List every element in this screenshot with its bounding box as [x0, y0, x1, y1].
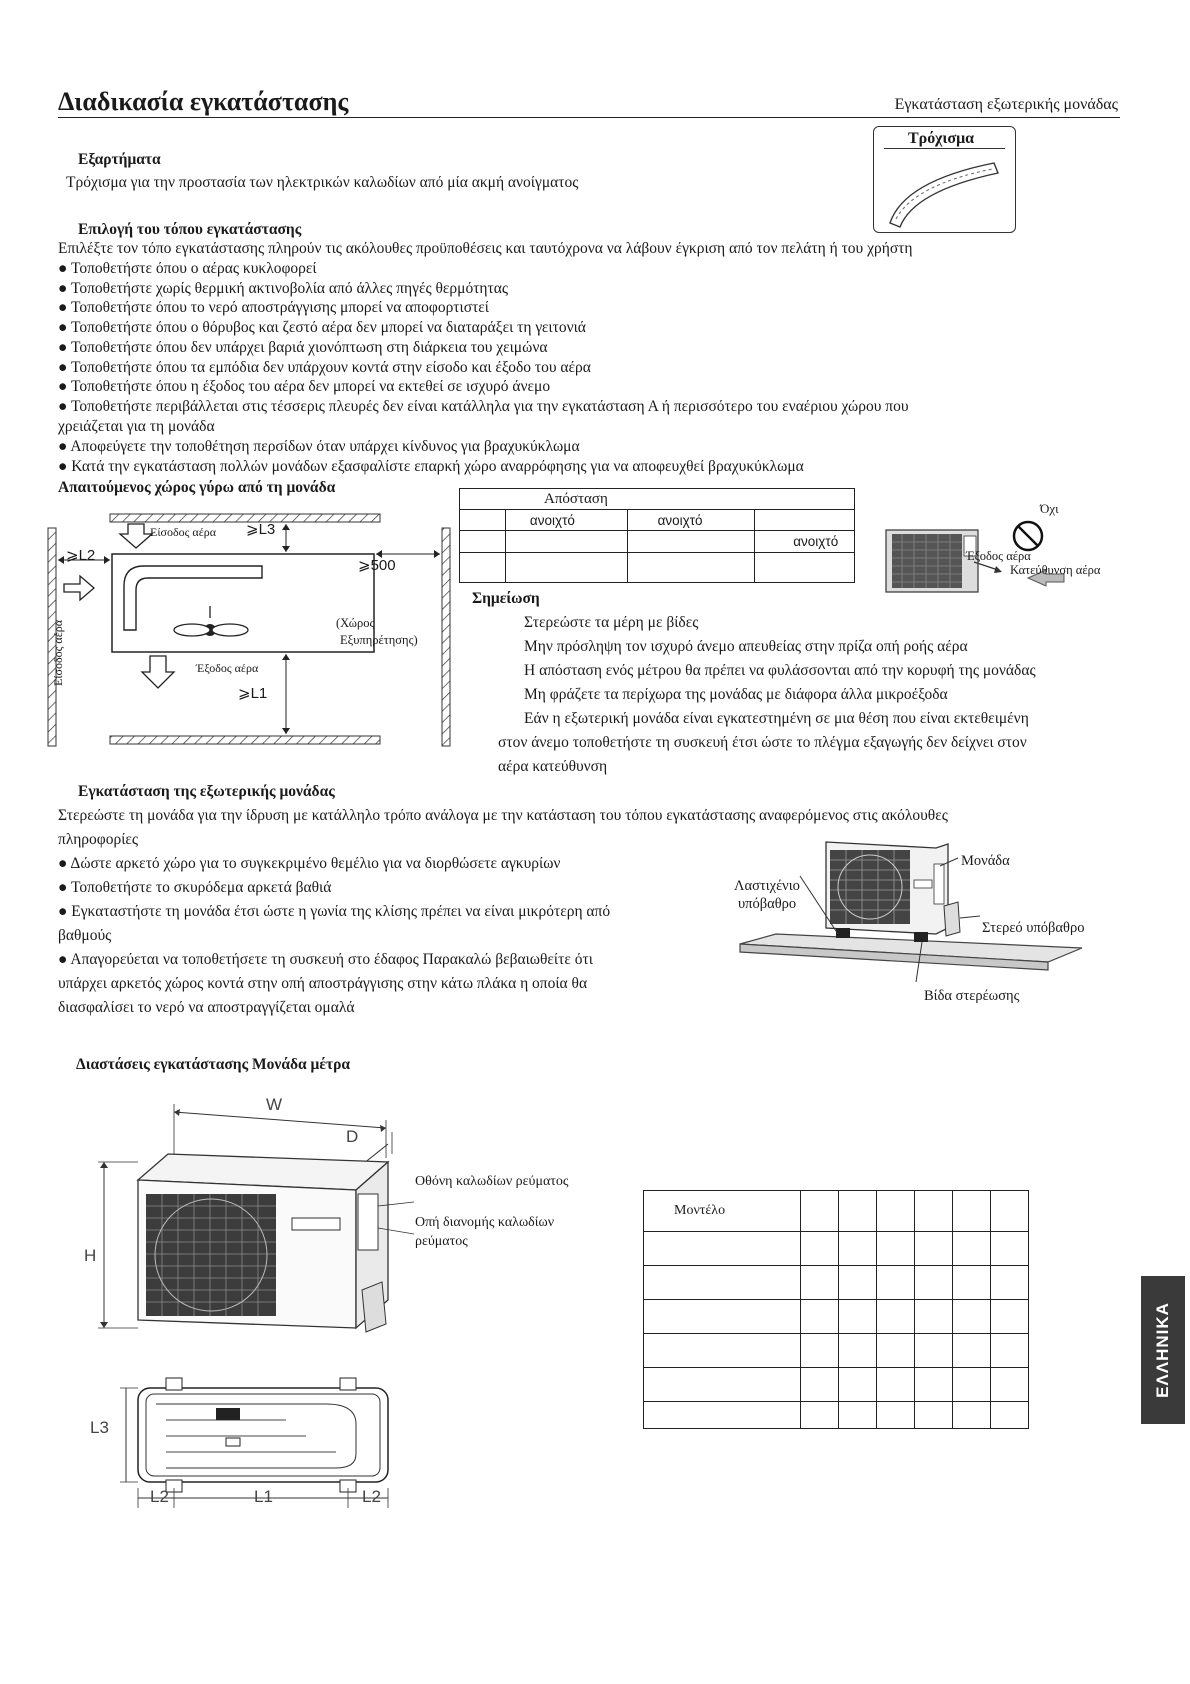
- site-bullet: ● Τοποθετήστε όπου τα εμπόδια δεν υπάρχουν κοντά στην είσοδο και έξοδο του αέρα: [58, 359, 591, 376]
- dim-d: D: [346, 1127, 359, 1146]
- table-cell: [838, 1266, 876, 1300]
- site-heading: Επιλογή του τόπου εγκατάστασης: [78, 221, 302, 238]
- site-bullet: ● Τοποθετήστε όπου ο αέρας κυκλοφορεί: [58, 260, 317, 277]
- note-line: Στερεώστε τα μέρη με βίδες: [524, 614, 699, 631]
- site-bullet: ● Τοποθετήστε όπου το νερό αποστράγγισης μπορεί να αποφορτιστεί: [58, 299, 489, 316]
- table-cell: [644, 1368, 801, 1402]
- clearance-air-inlet-top: Είσοδος αέρα: [150, 525, 217, 539]
- install-line: ● Απαγορεύεται να τοποθετήσετε τη συσκευή στο έδαφος Παρακαλώ βεβαιωθείτε ότι: [58, 951, 593, 968]
- table-cell: [838, 1232, 876, 1266]
- dimensions-heading: Διαστάσεις εγκατάστασης Μονάδα μέτρα: [76, 1056, 351, 1073]
- table-cell: [800, 1300, 838, 1334]
- table-cell: [952, 1300, 990, 1334]
- site-bullet: ● Τοποθετήστε χωρίς θερμική ακτινοβολία από άλλες πηγές θερμότητας: [58, 280, 509, 297]
- table-cell: [838, 1402, 876, 1429]
- site-bullet: ● Κατά την εγκατάσταση πολλών μονάδων εξασφαλίστε επαρκή χώρο αναρρόφησης για να αποφευχθεί βραχυκύκλωμα: [58, 458, 804, 475]
- site-bullet: χρειάζεται για τη μονάδα: [58, 418, 215, 435]
- table-cell: [755, 553, 855, 583]
- table-cell: [914, 1300, 952, 1334]
- site-intro: Επιλέξτε τον τόπο εγκατάστασης πληρούν τις ακόλουθες προϋποθέσεις και ταυτόχρονα να λάβουν έγκριση από τον πελάτη ή του χρήστη: [58, 240, 913, 257]
- clearance-table-header: Απόσταση: [460, 489, 855, 510]
- language-tab: [1141, 1276, 1185, 1424]
- table-cell: [627, 531, 755, 553]
- note-line: Μην πρόσληψη τον ισχυρό άνεμο απευθείας στην πρίζα οπή ροής αέρα: [524, 638, 968, 655]
- install-intro: πληροφορίες: [58, 831, 139, 848]
- table-cell: [914, 1334, 952, 1368]
- install-rubber-label: Λαστιχένιο: [734, 878, 800, 894]
- clearance-l1: ⩾L1: [238, 685, 268, 702]
- note-line: στον άνεμο τοποθετήστε τη συσκευή έτσι ώστε το πλέγμα εξαγωγής δεν δείχνει στον: [498, 734, 1027, 751]
- table-cell: [990, 1191, 1028, 1232]
- language-tab-label: ΕΛΛΗΝΙΚΑ: [1153, 1302, 1172, 1398]
- table-cell: [800, 1232, 838, 1266]
- grommet-label: Τρόχισμα: [908, 130, 975, 147]
- table-cell: [838, 1334, 876, 1368]
- dim-l3: L3: [90, 1418, 109, 1437]
- note-line: Η απόσταση ενός μέτρου θα πρέπει να φυλάσσονται από την κορυφή της μονάδας: [524, 662, 1036, 679]
- table-cell: [990, 1300, 1028, 1334]
- table-cell: [800, 1191, 838, 1232]
- site-bullet: ● Αποφεύγετε την τοποθέτηση περσίδων όταν υπάρχει κίνδυνος για βραχυκύκλωμα: [58, 438, 580, 455]
- dim-l1: L1: [254, 1487, 273, 1506]
- clearance-air-outlet: Έξοδος αέρα: [196, 661, 259, 675]
- clearance-table: [459, 488, 855, 583]
- table-cell: [755, 510, 855, 531]
- note-heading: Σημείωση: [472, 590, 540, 607]
- table-cell: [838, 1191, 876, 1232]
- grommet-icon: [874, 151, 1015, 231]
- clearance-air-inlet-side: Είσοδος αέρα: [51, 619, 65, 686]
- model-label: Μοντέλο: [644, 1191, 801, 1232]
- table-cell: [460, 553, 506, 583]
- table-cell: [505, 553, 627, 583]
- table-cell: [800, 1368, 838, 1402]
- grommet-divider: [884, 148, 1005, 149]
- table-cell: ανοιχτό: [755, 531, 855, 553]
- note-line: Εάν η εξωτερική μονάδα είναι εγκατεστημένη σε μια θέση που είναι εκτεθειμένη: [524, 710, 1029, 727]
- table-cell: [952, 1266, 990, 1300]
- install-intro: Στερεώστε τη μονάδα για την ίδρυση με κατάλληλο τρόπο ανάλογα με την κατάσταση του τόπου εγκατάστασης αναφερόμενος στις ακόλουθες: [58, 807, 948, 824]
- dim-w: W: [266, 1095, 283, 1114]
- table-cell: [990, 1368, 1028, 1402]
- dim-l2-left: L2: [150, 1487, 169, 1506]
- table-cell: [990, 1266, 1028, 1300]
- table-cell: [914, 1368, 952, 1402]
- table-cell: [460, 531, 506, 553]
- dim-h: H: [84, 1246, 97, 1265]
- table-cell: [876, 1232, 914, 1266]
- clearance-service-2: Εξυπηρέτησης): [340, 633, 418, 647]
- install-heading: Εγκατάσταση της εξωτερικής μονάδας: [78, 783, 335, 800]
- site-bullet: ● Τοποθετήστε περιβάλλεται στις τέσσερις πλευρές δεν είναι κατάλληλα για την εγκατάσταση Α ή περισσότερο του εναέριου χώρου που: [58, 398, 909, 415]
- table-cell: [876, 1300, 914, 1334]
- accessories-text: Τρόχισμα για την προστασία των ηλεκτρικών καλωδίων από μία ακμή ανοίγματος: [66, 174, 579, 191]
- note-line: Μη φράζετε τα περίχωρα της μονάδας με διάφορα άλλα μικροέξοδα: [524, 686, 948, 703]
- wind-outlet-label: Έξοδος αέρα: [966, 549, 1031, 563]
- clearance-500: ⩾500: [358, 557, 396, 574]
- install-line: ● Δώστε αρκετό χώρο για το συγκεκριμένο θεμέλιο για να διορθώσετε αγκυρίων: [58, 855, 561, 872]
- clearance-heading: Απαιτούμενος χώρος γύρω από τη μονάδα: [58, 479, 336, 496]
- table-cell: [838, 1368, 876, 1402]
- table-cell: [627, 553, 755, 583]
- table-cell: [644, 1300, 801, 1334]
- table-cell: [914, 1266, 952, 1300]
- unit-bottom-figure: [86, 1364, 406, 1514]
- table-cell: [952, 1334, 990, 1368]
- note-line: αέρα κατεύθυνση: [498, 758, 608, 775]
- table-cell: [914, 1191, 952, 1232]
- table-cell: [800, 1266, 838, 1300]
- clearance-l3: ⩾L3: [246, 521, 276, 538]
- table-cell: [800, 1402, 838, 1429]
- clearance-l2: ⩾L2: [66, 547, 96, 564]
- table-cell: [876, 1266, 914, 1300]
- install-line: διασφαλίσει το νερό να αποστραγγίζεται ομαλά: [58, 999, 355, 1016]
- model-table: [643, 1190, 1029, 1429]
- accessories-heading: Εξαρτήματα: [78, 151, 161, 168]
- table-cell: [876, 1334, 914, 1368]
- table-cell: [914, 1232, 952, 1266]
- page-subtitle: Εγκατάσταση εξωτερικής μονάδας: [894, 96, 1118, 113]
- table-cell: [952, 1232, 990, 1266]
- table-cell: [952, 1402, 990, 1429]
- install-line: βαθμούς: [58, 927, 112, 944]
- table-cell: [876, 1402, 914, 1429]
- install-rubber-label: υπόβαθρο: [738, 896, 797, 912]
- table-cell: [990, 1232, 1028, 1266]
- table-cell: [644, 1232, 801, 1266]
- table-cell: [644, 1334, 801, 1368]
- table-cell: [876, 1368, 914, 1402]
- site-bullet: ● Τοποθετήστε όπου δεν υπάρχει βαριά χιονόπτωση στη διάρκεια του χειμώνα: [58, 339, 548, 356]
- clearance-service-1: (Χώρος: [336, 616, 375, 630]
- grommet-figure: [873, 126, 1016, 233]
- install-line: ● Τοποθετήστε το σκυρόδεμα αρκετά βαθιά: [58, 879, 332, 896]
- table-cell: [952, 1191, 990, 1232]
- table-cell: [838, 1300, 876, 1334]
- table-cell: ανοιχτό: [627, 510, 755, 531]
- table-cell: [644, 1402, 801, 1429]
- install-line: υπάρχει αρκετός χώρος κοντά στην οπή αποστράγγισης στην κάτω πλάκα η οποία θα: [58, 975, 588, 992]
- table-cell: [505, 531, 627, 553]
- cable-screen-label: Οθόνη καλωδίων ρεύματος: [415, 1174, 569, 1189]
- title-rule: [58, 117, 1120, 118]
- site-bullet: ● Τοποθετήστε όπου η έξοδος του αέρα δεν μπορεί να εκτεθεί σε ισχυρό άνεμο: [58, 378, 551, 395]
- table-cell: [990, 1334, 1028, 1368]
- table-cell: [952, 1368, 990, 1402]
- site-bullet: ● Τοποθετήστε όπου ο θόρυβος και ζεστό αέρα δεν μπορεί να διαταράξει τη γειτονιά: [58, 319, 586, 336]
- install-solid-base-label: Στερεό υπόβαθρο: [982, 920, 1085, 936]
- cable-hole-label: Οπή διανομής καλωδίων: [415, 1215, 555, 1230]
- table-cell: [876, 1191, 914, 1232]
- table-cell: [800, 1334, 838, 1368]
- table-cell: [460, 510, 506, 531]
- install-line: ● Εγκαταστήστε τη μονάδα έτσι ώστε η γωνία της κλίσης πρέπει να είναι μικρότερη από: [58, 903, 611, 920]
- wind-no-label: Όχι: [1040, 501, 1059, 516]
- unit-3d-figure: [96, 1094, 436, 1334]
- dim-l2-right: L2: [362, 1487, 381, 1506]
- table-cell: [990, 1402, 1028, 1429]
- wind-direction-label: Κατεύθυνση αέρα: [1010, 563, 1101, 577]
- table-cell: ανοιχτό: [505, 510, 627, 531]
- page-title: Διαδικασία εγκατάστασης: [58, 87, 349, 116]
- cable-hole-label: ρεύματος: [415, 1234, 468, 1249]
- table-cell: [914, 1402, 952, 1429]
- table-cell: [644, 1266, 801, 1300]
- install-unit-label: Μονάδα: [961, 853, 1010, 869]
- install-screw-label: Βίδα στερέωσης: [924, 988, 1020, 1004]
